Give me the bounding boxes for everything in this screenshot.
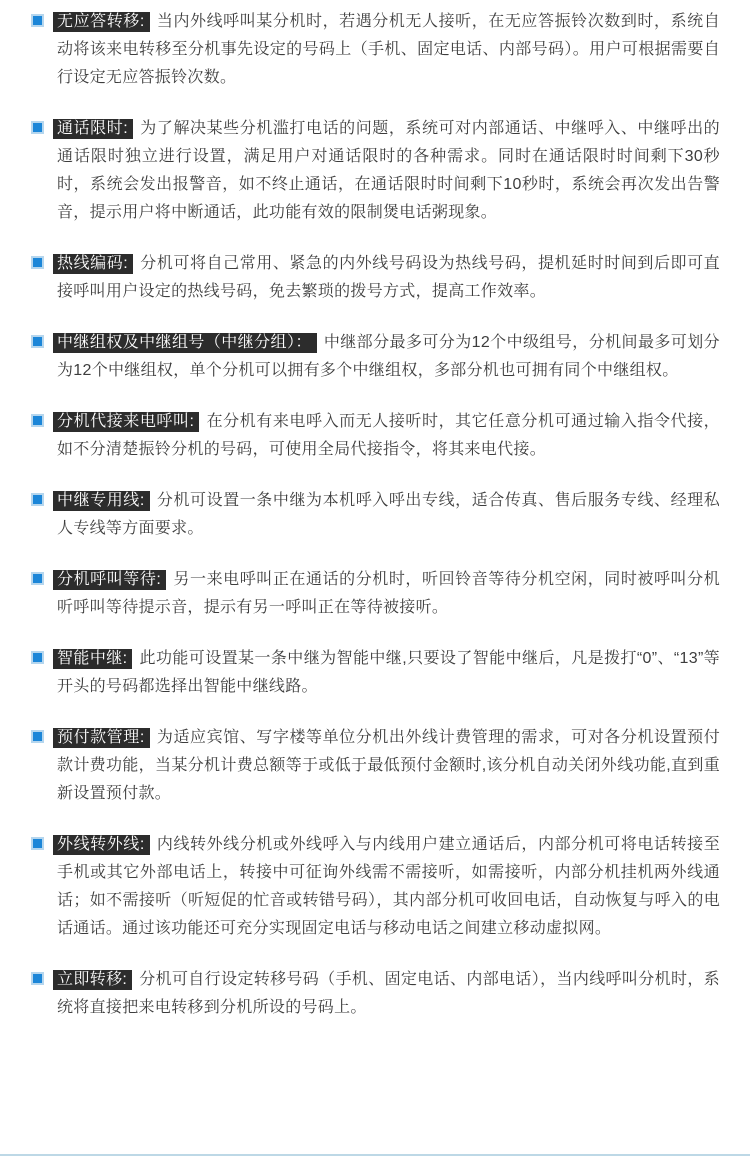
feature-label: 外线转外线:: [53, 835, 150, 855]
feature-text: 当内外线呼叫某分机时，若遇分机无人接听，在无应答振铃次数到时，系统自动将该来电转移至分机事先设定的号码上（手机、固定电话、内部号码）。用户可根据需要自行设定无应答振铃次数。: [57, 13, 721, 86]
feature-label: 分机呼叫等待:: [53, 570, 166, 590]
bottom-divider: [0, 1154, 750, 1156]
feature-body: [57, 645, 720, 701]
bullet-square-icon: [31, 837, 44, 850]
feature-text: 为了解决某些分机滥打电话的问题，系统可对内部通话、中继呼入、中继呼出的通话限时独立进行设置，满足用户对通话限时的各种需求。同时在通话限时时间剩下30秒时，系统会发出报警音，如不终止通话，在通话限时时间剩下10秒时，系统会再次发出告警音，提示用户将中断通话，此功能有效的限制煲电话粥现象。: [57, 120, 720, 221]
feature-body: [57, 329, 720, 385]
feature-body: [57, 115, 720, 227]
bullet-square-icon: [31, 121, 44, 134]
feature-item: [57, 115, 720, 227]
feature-text: 分机可自行设定转移号码（手机、固定电话、内部电话），当内线呼叫分机时，系统将直接把来电转移到分机所设的号码上。: [57, 971, 720, 1016]
feature-item: [57, 487, 720, 543]
feature-text: 另一来电呼叫正在通话的分机时，听回铃音等待分机空闲，同时被呼叫分机听呼叫等待提示音，提示有另一呼叫正在等待被接听。: [57, 571, 720, 616]
feature-text: 此功能可设置某一条中继为智能中继,只要设了智能中继后，凡是拨打“0”、“13”等开头的号码都选择出智能中继线路。: [57, 650, 720, 695]
bullet-square-icon: [31, 14, 44, 27]
bullet-square-icon: [31, 572, 44, 585]
feature-label: 通话限时:: [53, 119, 133, 139]
feature-label: 中继专用线:: [53, 491, 150, 511]
feature-label: 预付款管理:: [53, 728, 150, 748]
feature-body: [57, 408, 720, 464]
feature-text: 为适应宾馆、写字楼等单位分机出外线计费管理的需求，可对各分机设置预付款计费功能，当某分机计费总额等于或低于最低预付金额时,该分机自动关闭外线功能,直到重新设置预付款。: [57, 729, 721, 802]
feature-text: 内线转外线分机或外线呼入与内线用户建立通话后，内部分机可将电话转接至手机或其它外部电话上，转接中可征询外线需不需接听，如需接听，内部分机挂机两外线通话；如不需接听（听短促的忙音或转错号码），其内部分机可收回电话，自动恢复与呼入的电话通话。通过该功能还可充分实现固定电话与移动电话之间建立移动虚拟网。: [57, 836, 721, 937]
bullet-square-icon: [31, 335, 44, 348]
feature-label: 智能中继:: [53, 649, 132, 669]
feature-item: [57, 408, 720, 464]
feature-label: 无应答转移:: [53, 12, 150, 32]
feature-item: [57, 8, 720, 92]
feature-item: [57, 645, 720, 701]
feature-label: 立即转移:: [53, 970, 132, 990]
feature-body: [57, 487, 720, 543]
feature-text: 分机可将自己常用、紧急的内外线号码设为热线号码，提机延时时间到后即可直接呼叫用户设定的热线号码，免去繁琐的拨号方式，提高工作效率。: [57, 255, 720, 300]
bullet-square-icon: [31, 972, 44, 985]
feature-body: [57, 831, 720, 943]
feature-item: [57, 724, 720, 808]
feature-label: 热线编码:: [53, 254, 133, 274]
feature-text: 中继部分最多可分为12个中级组号，分机间最多可划分为12个中继组权，单个分机可以拥有多个中继组权，多部分机也可拥有同个中继组权。: [57, 334, 720, 379]
feature-item: [57, 966, 720, 1022]
feature-body: [57, 250, 720, 306]
bullet-square-icon: [31, 493, 44, 506]
feature-label: 分机代接来电呼叫:: [53, 412, 199, 432]
bullet-square-icon: [31, 414, 44, 427]
feature-body: [57, 8, 720, 92]
feature-text: 分机可设置一条中继为本机呼入呼出专线，适合传真、售后服务专线、经理私人专线等方面要求。: [57, 492, 721, 537]
feature-label: 中继组权及中继组号（中继分组）：: [53, 333, 317, 353]
bullet-square-icon: [31, 256, 44, 269]
feature-body: [57, 966, 720, 1022]
feature-item: [57, 250, 720, 306]
bullet-square-icon: [31, 730, 44, 743]
feature-body: [57, 566, 720, 622]
feature-item: [57, 831, 720, 943]
feature-item: [57, 329, 720, 385]
feature-text: 在分机有来电呼入而无人接听时，其它任意分机可通过输入指令代接，如不分清楚振铃分机的号码，可使用全局代接指令，将其来电代接。: [57, 413, 720, 458]
feature-item: [57, 566, 720, 622]
feature-body: [57, 724, 720, 808]
bullet-square-icon: [31, 651, 44, 664]
